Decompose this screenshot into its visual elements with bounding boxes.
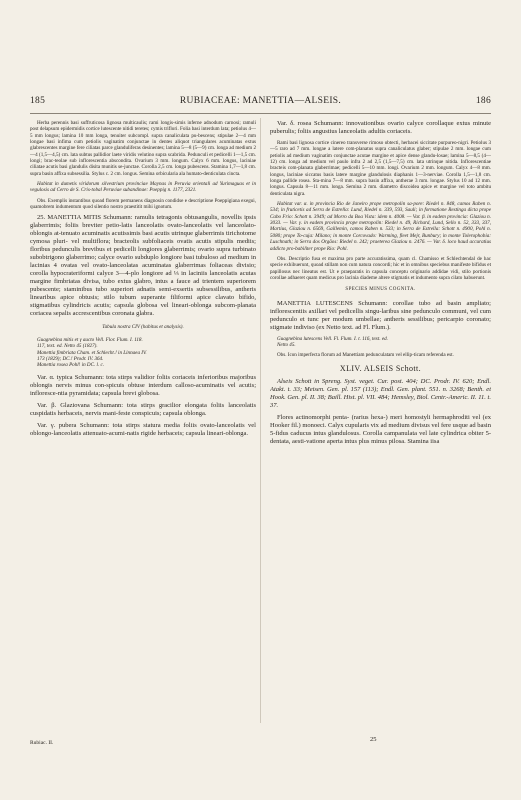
synonym-citation: Netto 45. [277, 341, 296, 348]
genus-heading: XLIV. ALSEIS Schott. [339, 363, 422, 373]
habitat-paragraph: Habitat var. α. in provincia Rio de Janeiro prope metropolin sa-pore: Riedel n. 848, camos Raben n. 534; in fruticetis ad Serra de Estrella: Lund, Riedel n. 339, 593, Sauli; in formatione Restinga dicta prope Cabo Frio: Schott n. 3949; ad Morro da Boa Vista: idem n. 4008. — Var. β. in eadem provincia: Glaziou n. 3033. — Var. γ. in eadem provincia prope metropolin: Riedel n. 49, Richard, Lund, Sello n. 52, 333, 337, Martius, Glaziou n. 6569, Gaillemin, camos Raben n. 533; in Serra de Estrella: Schott n. 4900, Pohl n. 5080; prope To-cuja: Milano; in monte Corcovado: Warming, fleet Mejr, Bunbury; in monte Tolerophobia: Luschnath; in Serra dos Orgãos: Riedel n. 242; praeterea Glaziou n. 2476. — Var. δ. loco haud accuratius addicto pro-babiliter prope Rio: Pohl. [270, 201, 491, 252]
observation-paragraph: Obs. Descriptio fusa et maxima pro parte accuratissima, quam cl. Chamisso et Schlechtendal de hac specie exhibuerunt, quoad stillam non cum natura concordi; hic et in omnibus speciebus manifeste bifidus et papillosus nec lineatus est. Ut e praeparatis in capsula conceptu originario addidae vidi, stilo portionis corollae adhaeret quam medicus pro lacinia diademe altere stigmatis et indumento supra cilato habuerunt. [270, 255, 491, 281]
synonym-citation: Manettia rosea Pohl! in DC. l. c. [37, 362, 105, 369]
page-number-left: 185 [30, 96, 46, 106]
running-title: RUBIACEAE: MANETTIA—ALSEIS. [179, 96, 342, 106]
variety-paragraph: Var. β. Glaziovana Schumann: tota stirps gracilior elongata foliis lanceolatis cuspidatis herbaceis, nervis mani-feste conspicuis; capsula oblonga. [30, 401, 256, 417]
variety-paragraph: Var. α. typica Schumann: tota stirps validior foliis coriaceis inferioribus majoribus oblongis nervis minus con-spicuis obtuse interdum calloso-acuminatis vel acutis; infloresce-ntia pyramidata; capsula brevi globosa. [30, 373, 256, 397]
plate-reference: Tabula nostra CIV (habitus et analysis). [102, 324, 184, 331]
synonym-citation: 117, text. ed. Netto 45 (1827). [37, 343, 98, 350]
sheet-number: 25 [370, 736, 377, 743]
synonym-citation: Guagnebina lutescens Vell. Fl. Flum. I. t. 116, text. ed. [277, 335, 388, 342]
signature-mark: Rubiac. II. [30, 740, 54, 746]
synonym-citation: Guagnebina mitis et γ aucto Vell. Flor. Flum. I. 118. [37, 336, 143, 343]
observation-paragraph: Obs. Exemplis instantibus quoad florem permanens diagnosin condidse e descriptione Poeppigiana exegui, quamobrem indumentum quod silentio nostro praestitit mihi ignotum. [30, 197, 256, 211]
right-column [270, 120, 491, 735]
header-rule [30, 113, 491, 114]
running-header [30, 96, 491, 112]
column-divider [260, 118, 261, 723]
habitat-paragraph: Habitat in dumetis viridorum silvestrium provinciae Maynas in Peruvia orientali ad Yurimaguas et in vegulosis ad Cerro de S. Cris-tobal Peruviae subandinae: Poeppig n. 1177, 2321. [30, 181, 256, 194]
page-number-right: 186 [475, 96, 491, 106]
genus-description: Flores actinomorphi penta- (rarius hexa-) meri homostyli hermaphroditi vel (ex Hooker fil.) monoeci. Calyx cupularis vix ad medium divisus vel fere usque ad basin 5-fidus caducus intus glandulosus. Corolla campanulata vel late cylindrica obiter 5-dentata, aesti-vatione aperta intus plus minus pilosa. Stamina iisa [270, 413, 491, 445]
synonym-citation: Manettia fimbriata Cham. et Schlecht.! in Linnaea IV. [37, 349, 147, 356]
species-diagnosis: MANETTIA LUTESCENS Schumann: corollae tubo ad basin ampliato; inflorescentiis axillari vel pedicellis singu-laribus sine pedunculo communi, vel cum pedunculo et tunc per modum umbellae; antheris sessilibus; pericarpio coronato; stigmate indiviso (ex Netto text. ad Fl. Flum.). [270, 299, 491, 331]
description-paragraph: Rami basi lignosa cortice cinereo transverse rimoso obtecti, herbacei siccitate purpureo-nigri. Petiolus 3—5 raro ad 7 mm. longae a latere com-planatus supra canaliculatus glaber; stipulae 2 mm. longae cum petiolis ad medium vaginatim conjunctae acutae margine et apice dense glandu-losae; lamina 5—8,5 (4—12) cm. longa ad medium vel paulo infra 2 ad 2,5 (1,5—7,5) cm. lata utrinque nitida. Inflorescentiae bracteis com-planata glaberrimae; pedicelli 5—10 mm. longi. Ovarium 2 mm. longum. Calyx 4—8 mm. longus, laciniae siccatus basis latere margine glandulosis diaphanis 1—3-nerviae. Corolla 1,5—1,8 cm. longa pallide rosea. Sta-mina 7—8 mm. supra basin affixa, antherae 3 mm. longae. Stylus 10 ad 12 mm. longus. Capsula 8—11 mm. longa. Semina 2 mm. diametro discoidea apice et margine vel toto ambitu denticulata nigra. [270, 140, 491, 197]
variety-paragraph: Var. γ. pubera Schumann: tota stirps statura media foliis ovato-lanceolatis vel oblongo-lanceolatis attenuato-acumi-natis rigide herbaceis; capsula lineari-oblonga. [30, 421, 256, 437]
genus-citation: Alseis Schott in Spreng. Syst. veget. Cur. post. 404; DC. Prodr. IV. 620; Endl. Atakt. t. 33; Meisen. Gen. pl. 157 (113); Endl. Gen. plant. 551. n. 3268; Benth. et Hook. Gen. pl. II. 38; Baill. Hist. pl. VII. 484; Hemsley, Biol. Centr.-Americ. II. 11. t. 37. [270, 377, 491, 409]
left-column [30, 120, 256, 735]
description-paragraph: Herba perennis basi suffruticosa lignosa multicaulis; rami longis-simis inferne adnodum carnosi; ramuli post delapsum epidermidis cortice lutescente nitidi teretes; cymis triflori. Folia basi interdum lata; petiolus 4—5 mm longus; lamina 10 mm longa, tenuiter subcompl. supra canaliculata pu-bescens; stipulae 2—4 mm longae basi infima cum petiolis vaginatim conjunctae in dentes aliquot triangulares acuminatas extus glabrescentes margine fere ciliatas parce glanduliferas desinentes; lamina 5—8 (5—9) cm. longa ad medium 2—4 (1,5—4,5) cm. lata subtus pallidior laete viridis velutino supra scabrida. Pedunculi et pedicelli 1—1,5 cm. longi; brac-teolae sub inflorescentia abscondita. Ovarium 3 mm. longum. Calyx 6 mm. longus, laciniae ciliatae acutis basi glandulis disita munitis se-junctae. Corolla 2,5 cm. longa pubescens. Stamina 1,7—1,8 cm. supra basin affixa subsessilia. Stylus c. 2 cm. longus. Semina orbicularia ala humato-denticulata cincta. [30, 120, 256, 177]
species-diagnosis: 25. MANETTIA MITIS Schumann: ramulis tetragonis obtusangulis, novellis ipsis glaberrimis; foliis breviter petio-latis lanceolatis ovato-lanceolatis vel lanceolato-oblongis at-tenuato acuminatis acutissimis basi acutis utrinque glaberrimis tirichotome cymosa pluri- vel multiflora; bracteolis subfoliaceis ovatis acutis stipulis mediis; floribus pedunculis brevibus et pedicelli longiores glaberrimis; ovario supra turbinato subobtrigono glaberrimo; calyce ovario subduplo longiore basi tubuloso ad medium in lacinias 4 ovatas vel ovato-lanceolatas acuminatas glaberrimas foliaceas divisio; corolla hypocrateriformi calyce 3—4-plo longiore ad ⅓ in laciniis lanceolatis acutas margine fimbriatas divisa, tubo extus glabro, intus a fauce ad trientem superiorem pubescente; staminibus tubo superiori adnatis semi-exsertis subsessilibus, antheris linearibus apice obtusis; stilo tubum superante filiformi apice clavato bifido, stigmatibus cylindricis acutis; capsula globosa vel lineari-oblonga subcom-planata coriacea sepalis accrescentibus coronata glabra. [30, 214, 256, 318]
observation-paragraph: Obs. Icon imperfecta florum ad Manettiam pedunculatam vel ellip-ticam referenda est. [277, 352, 454, 359]
variety-paragraph: Var. δ. rosea Schumann: innovationibus ovario calyce corollaque extus minute puberulis; foliis angustius lanceolatis adultis coriaceis. [270, 120, 491, 135]
section-heading: SPECIES MINUS COGNITA. [345, 287, 416, 293]
synonym-citation: 173 (1829); DC.! Prodr. IV. 364. [37, 355, 104, 362]
